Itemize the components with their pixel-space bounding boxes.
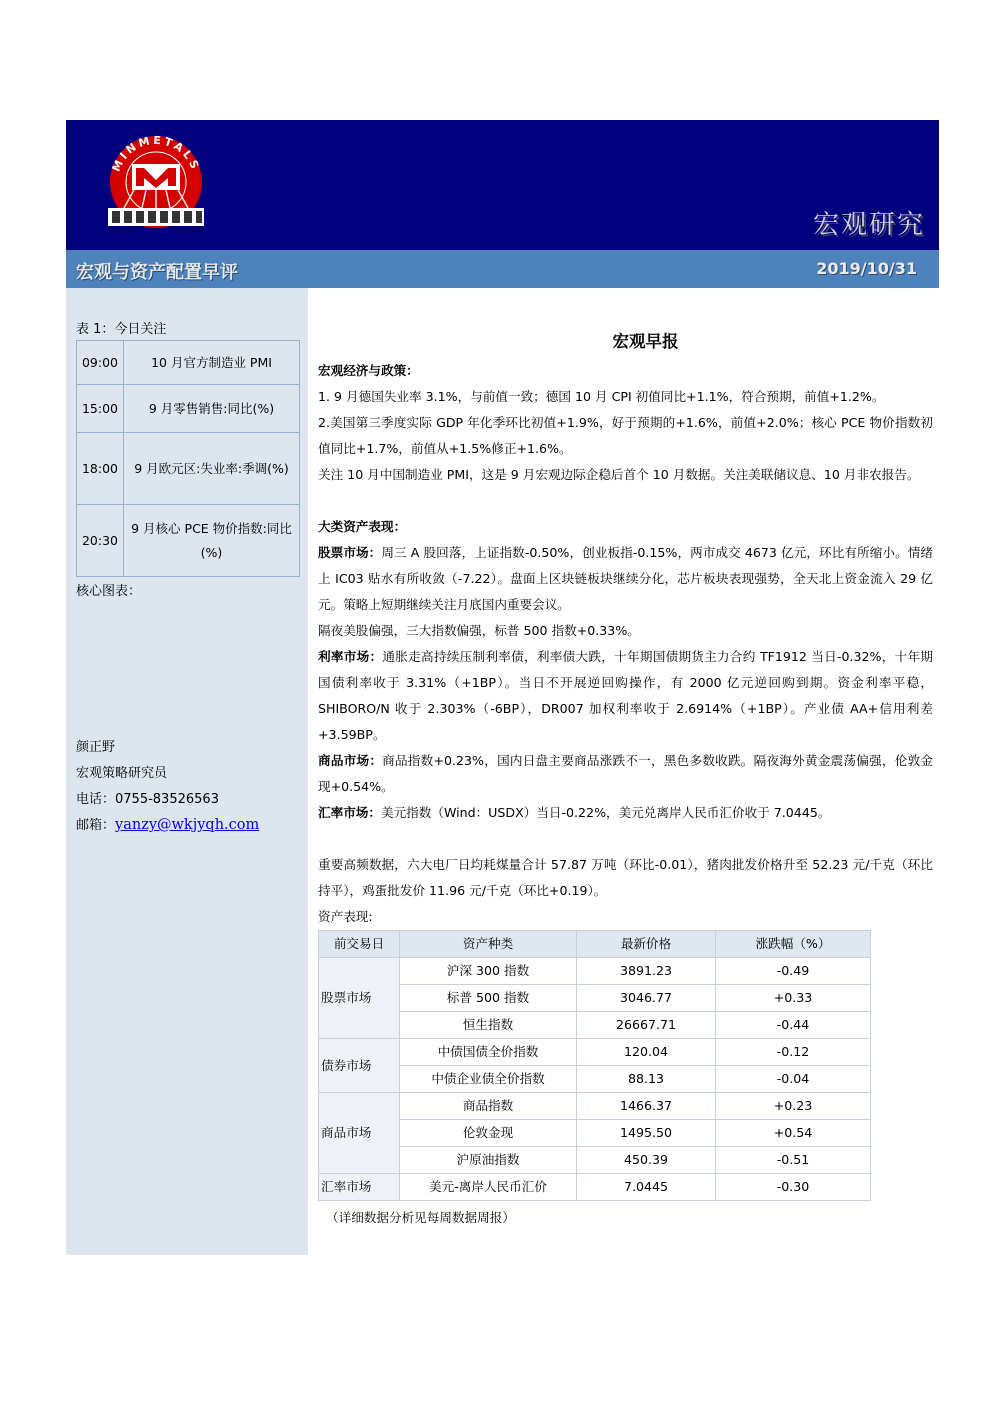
table-header-row [319,931,871,958]
spacer [318,488,933,514]
table-row [319,1120,871,1147]
market-cell: 汇率市场 [319,1174,400,1201]
event-time: 15:00 [77,385,124,433]
page-title: 宏观早报 [612,332,679,351]
minmetals-logo [104,134,208,238]
market-text: 美元指数（Wind：USDX）当日-0.22%，美元兑离岸人民币汇价收于 7.0445。 [380,805,831,820]
column-header: 资产种类 [400,931,577,958]
author-email [76,814,259,833]
author-phone [76,788,219,807]
table-row [319,1039,871,1066]
asset-name: 美元-离岸人民币汇价 [400,1174,577,1201]
asset-name: 标普 500 指数 [400,985,577,1012]
report-header [66,120,939,250]
asset-name: 中债企业债全价指数 [400,1066,577,1093]
table-row [319,1012,871,1039]
author-title: 宏观策略研究员 [76,766,168,781]
market-label: 商品市场： [318,753,383,768]
report-date: 2019/10/31 [816,259,917,278]
table-row [77,433,300,505]
asset-price: 3046.77 [577,985,716,1012]
core-charts-label: 核心图表： [76,584,142,599]
asset-name: 沪原油指数 [400,1147,577,1174]
event-time: 09:00 [77,341,124,385]
paragraph: 1. 9 月德国失业率 3.1%，与前值一致；德国 10 月 CPI 初值同比+1.1%，符合预期，前值+1.2%。 [318,389,885,404]
table-row [319,1147,871,1174]
market-cell: 商品市场 [319,1093,400,1174]
asset-change: +0.23 [716,1093,871,1120]
asset-price: 3891.23 [577,958,716,985]
author-name: 颜正野 [76,740,116,755]
svg-text:MINMETALS: MINMETALS [109,134,203,174]
asset-price: 450.39 [577,1147,716,1174]
asset-change: -0.49 [716,958,871,985]
market-text: 商品指数+0.23%，国内日盘主要商品涨跌不一，黑色多数收跌。隔夜海外黄金震荡偏强，伦敦金现+0.54%。 [318,753,933,794]
asset-name: 商品指数 [400,1093,577,1120]
table-row [319,958,871,985]
header-title: 宏观研究 [812,210,925,240]
event-name: 9 月核心 PCE 物价指数:同比(%) [124,505,300,577]
asset-name: 恒生指数 [400,1012,577,1039]
market-label: 汇率市场： [318,805,381,820]
table-row [319,1066,871,1093]
footnote: （详细数据分析见每周数据周报） [326,1210,515,1225]
asset-price: 120.04 [577,1039,716,1066]
asset-price: 7.0445 [577,1174,716,1201]
spacer [318,826,933,852]
table-row [319,985,871,1012]
email-label: 邮箱： [76,818,116,833]
asset-name: 伦敦金现 [400,1120,577,1147]
main-content [318,330,933,1231]
event-time: 20:30 [77,505,124,577]
email-link[interactable]: yanzy@wkjyqh.com [115,817,260,833]
paragraph-commodity [318,748,933,800]
title-bar [66,250,939,288]
paragraph-fx [318,800,933,826]
asset-name: 沪深 300 指数 [400,958,577,985]
market-label: 股票市场： [318,545,382,560]
table-row [319,1093,871,1120]
market-label: 利率市场： [318,649,383,664]
today-focus-caption: 表 1：今日关注 [76,322,167,337]
market-cell: 债券市场 [319,1039,400,1093]
asset-performance-table [318,930,871,1201]
column-header: 前交易日 [319,931,400,958]
column-header: 最新价格 [577,931,716,958]
table-row [319,1174,871,1201]
column-header: 涨跌幅（%） [716,931,871,958]
table-row [77,341,300,385]
asset-change: +0.33 [716,985,871,1012]
phone-label: 电话： [76,792,116,807]
paragraph: 关注 10 月中国制造业 PMI，这是 9 月宏观边际企稳后首个 10 月数据。关注美联储议息、10 月非农报告。 [318,467,920,482]
asset-change: -0.30 [716,1174,871,1201]
sidebar [66,288,308,1255]
report-series-title: 宏观与资产配置早评 [76,262,238,283]
paragraph: 隔夜美股偏强，三大指数偏强，标普 500 指数+0.33%。 [318,623,640,638]
paragraph: 2.美国第三季度实际 GDP 年化季环比初值+1.9%，好于预期的+1.6%，前值+2.0%；核心 PCE 物价指数初值同比+1.7%，前值从+1.5%修正+1.6%。 [318,415,933,456]
asset-price: 88.13 [577,1066,716,1093]
section-heading-macro: 宏观经济与政策： [318,363,419,378]
event-name: 9 月欧元区:失业率:季调(%) [124,433,300,505]
paragraph-stock [318,540,933,618]
asset-change: -0.04 [716,1066,871,1093]
asset-change: +0.54 [716,1120,871,1147]
event-time: 18:00 [77,433,124,505]
asset-change: -0.44 [716,1012,871,1039]
event-name: 9 月零售销售:同比(%) [124,385,300,433]
market-cell: 股票市场 [319,958,400,1039]
asset-change: -0.51 [716,1147,871,1174]
phone-number: 0755-83526563 [115,792,219,807]
asset-table-label: 资产表现: [318,909,373,924]
market-text: 通胀走高持续压制利率债，利率债大跌，十年期国债期货主力合约 TF1912 当日-0.32%，十年期国债利率收于 3.31%（+1BP）。当日不开展逆回购操作，有 2000 亿元逆回购到期。资金利率平稳，SHIBORO/N 收于 2.303%（-6BP），DR007 加权利率收于 2.6914%（+1BP）。产业债 AA+信用利差+3.59BP。 [318,649,934,742]
market-text: 周三 A 股回落，上证指数-0.50%，创业板指-0.15%，两市成交 4673 亿元，环比有所缩小。情绪上 IC03 贴水有所收敛（-7.22）。盘面上区块链板块继续分化，芯片板块表现强势，全天北上资金流入 29 亿元。策略上短期继续关注月底国内重要会议。 [318,545,934,612]
asset-price: 1466.37 [577,1093,716,1120]
section-heading-assets: 大类资产表现： [318,519,407,534]
asset-name: 中债国债全价指数 [400,1039,577,1066]
paragraph-rate [318,644,933,748]
asset-price: 1495.50 [577,1120,716,1147]
today-focus-table [76,340,300,577]
table-row [77,505,300,577]
asset-price: 26667.71 [577,1012,716,1039]
table-row [77,385,300,433]
event-name: 10 月官方制造业 PMI [124,341,300,385]
paragraph-high-frequency: 重要高频数据，六大电厂日均耗煤量合计 57.87 万吨（环比-0.01），猪肉批发价格升至 52.23 元/千克（环比持平），鸡蛋批发价 11.96 元/千克（环比+0.19）。 [318,857,933,898]
asset-change: -0.12 [716,1039,871,1066]
